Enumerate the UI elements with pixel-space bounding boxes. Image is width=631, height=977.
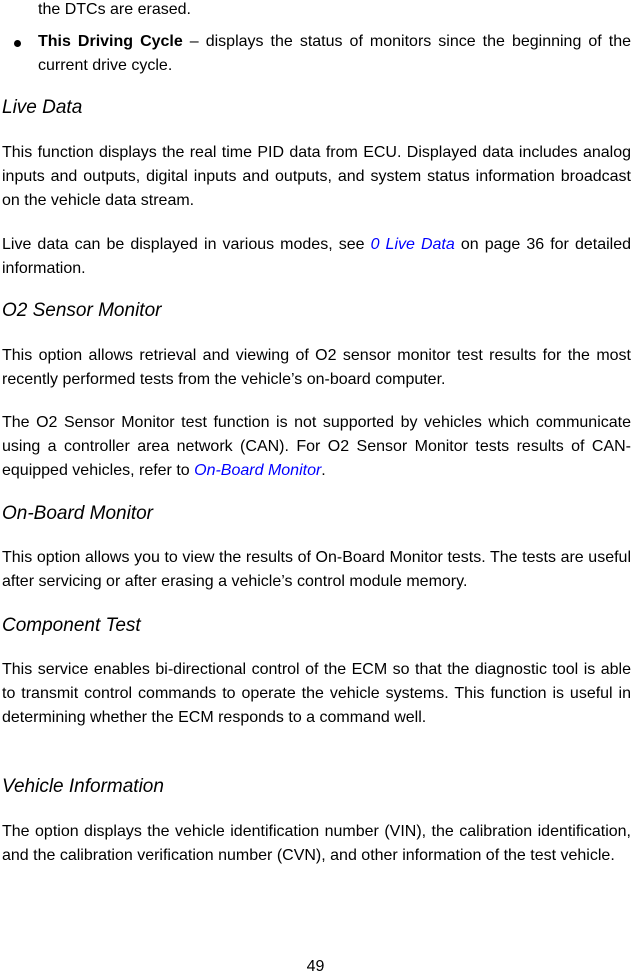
heading-live-data: Live Data <box>2 97 83 118</box>
live-data-p2-text: Live data can be displayed in various modes, see <box>2 236 371 253</box>
bullet-item <box>38 30 631 78</box>
live-data-paragraph-1: This function displays the real time PID data from ECU. Displayed data includes analog inputs and outputs, digital inputs and outputs, and system status information broadcast on the vehicle data stream. <box>2 144 631 209</box>
bullet-icon <box>14 40 21 47</box>
bullet-text: – displays the status of monitors since the beginning of the current drive cycle. <box>38 33 631 74</box>
heading-component-test: Component Test <box>2 615 141 636</box>
o2-paragraph-1: This option allows retrieval and viewing of O2 sensor monitor test results for the most recently performed tests from the vehicle’s on-board computer. <box>2 347 631 388</box>
continuation-text: the DTCs are erased. <box>38 1 191 18</box>
live-data-p2-after: on page 36 for detailed information. <box>2 236 631 277</box>
on-board-monitor-link[interactable]: On-Board Monitor <box>194 462 322 479</box>
live-data-paragraph-2 <box>2 233 631 281</box>
obm-paragraph-1: This option allows you to view the results of On-Board Monitor tests. The tests are useful after servicing or after erasing a vehicle’s control module memory. <box>2 549 631 590</box>
bullet-term: This Driving Cycle <box>38 33 183 50</box>
o2-p2-after: . <box>321 462 326 479</box>
vehicle-info-paragraph-1: The option displays the vehicle identification number (VIN), the calibration identification, and the calibration verification number (CVN), and other information of the test vehicle. <box>2 823 631 864</box>
o2-p2-text: The O2 Sensor Monitor test function is not supported by vehicles which communicate using a controller area network (CAN). For O2 Sensor Monitor tests results of CAN-equipped vehicles, refer to <box>2 414 631 479</box>
heading-o2-sensor-monitor: O2 Sensor Monitor <box>2 300 162 321</box>
live-data-link[interactable]: 0 Live Data <box>370 236 455 253</box>
heading-on-board-monitor: On-Board Monitor <box>2 503 154 524</box>
component-paragraph-1: This service enables bi-directional control of the ECM so that the diagnostic tool is able to transmit control commands to operate the vehicle systems. This function is useful in determining whether the ECM responds to a command well. <box>2 661 631 726</box>
heading-vehicle-information: Vehicle Information <box>2 776 164 797</box>
o2-paragraph-2 <box>2 411 631 483</box>
page-number: 49 <box>306 958 325 975</box>
